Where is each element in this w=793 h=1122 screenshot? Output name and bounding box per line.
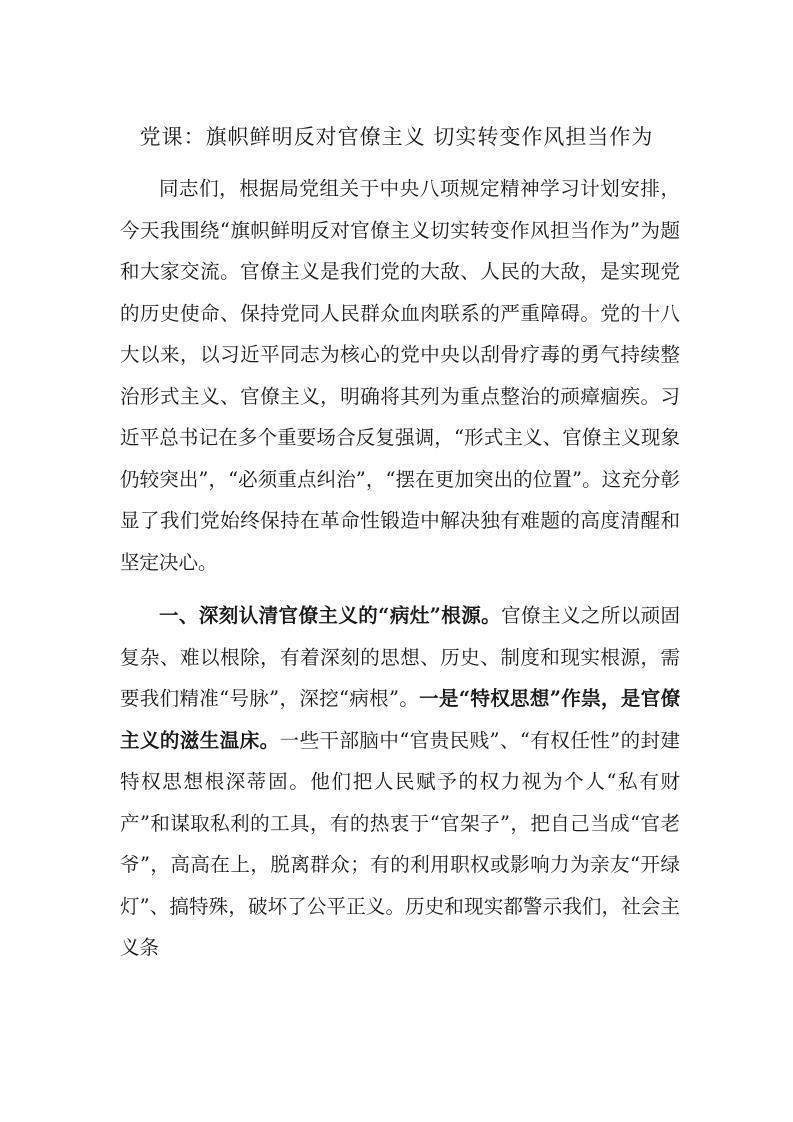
document-title: 党课：旗帜鲜明反对官僚主义 切实转变作风担当作为	[139, 125, 654, 149]
section-one-paragraph	[120, 595, 680, 969]
point-one-text: 一些干部脑中“官贵民贱”、“有权任性”的封建特权思想根深蒂固。他们把人民赋予的权力视为个人“私有财产”和谋取私利的工具，有的热衷于“官架子”，把自己当成“官老爷”，高高在上，脱离群众；有的利用职权或影响力为亲友“开绿灯”、搞特殊，破坏了公平正义。历史和现实都警示我们，社会主义条	[120, 728, 680, 959]
document-body	[120, 168, 680, 969]
section-one-heading: 一、深刻认清官僚主义的“病灶”根源。	[159, 604, 502, 627]
intro-paragraph: 同志们，根据局党组关于中央八项规定精神学习计划安排，今天我围绕“旗帜鲜明反对官僚主义切实转变作风担当作为”为题和大家交流。官僚主义是我们党的大敌、人民的大敌，是实现党的历史使命、保持党同人民群众血肉联系的严重障碍。党的十八大以来，以习近平同志为核心的党中央以刮骨疗毒的勇气持续整治形式主义、官僚主义，明确将其列为重点整治的顽瘴痼疾。习近平总书记在多个重要场合反复强调，“形式主义、官僚主义现象仍较突出”，“必须重点纠治”，“摆在更加突出的位置”。这充分彰显了我们党始终保持在革命性锻造中解决独有难题的高度清醒和坚定决心。	[120, 177, 680, 574]
point-one-heading: 一是“特权思想”作祟，是官僚主义的滋生温床。	[120, 687, 680, 752]
section-one-text: 官僚主义之所以顽固复杂、难以根除，有着深刻的思想、历史、制度和现实根源，需要我们精准“号脉”，深挖“病根”。	[120, 604, 680, 710]
